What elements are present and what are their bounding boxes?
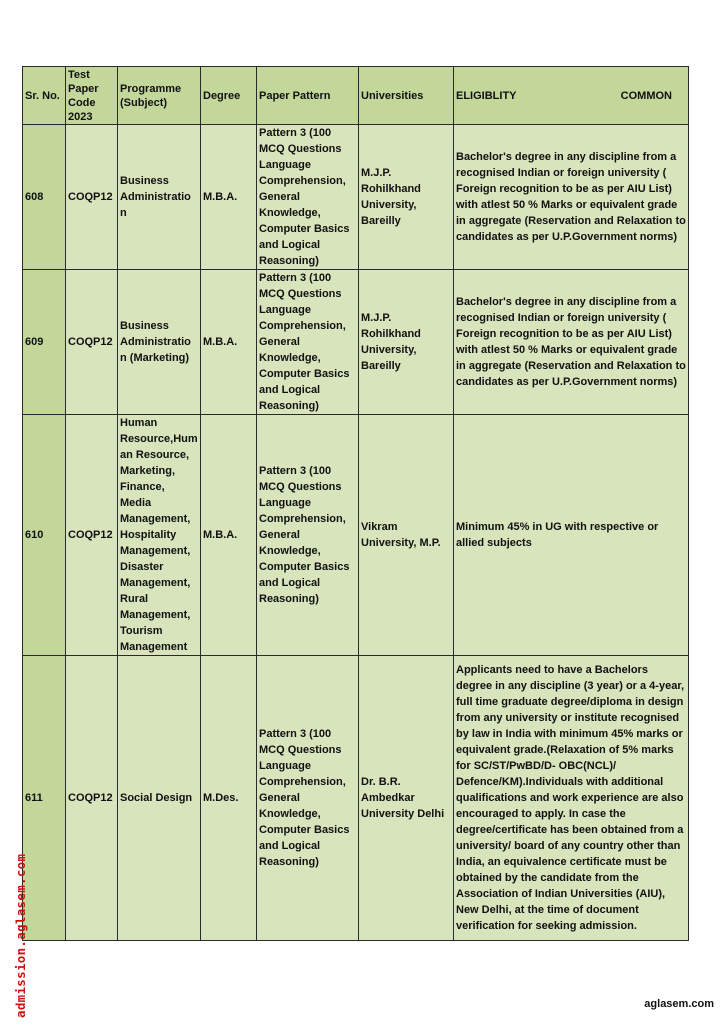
- eligibility-cell: Minimum 45% in UG with respective or allied subjects: [454, 415, 689, 656]
- sr-no-cell: 610: [23, 415, 66, 656]
- programme-cell: Social Design: [118, 656, 201, 941]
- header-programme: Programme (Subject): [118, 67, 201, 125]
- degree-cell: M.B.A.: [201, 415, 257, 656]
- pattern-cell: Pattern 3 (100 MCQ Questions Language Comprehension, General Knowledge, Computer Basics and Logical Reasoning): [257, 270, 359, 415]
- university-cell: Vikram University, M.P.: [359, 415, 454, 656]
- watermark-text: admission.aglasem.com: [13, 853, 28, 1018]
- header-eligibility-label: ELIGIBLITY: [456, 89, 517, 102]
- pattern-cell: Pattern 3 (100 MCQ Questions Language Comprehension, General Knowledge, Computer Basics and Logical Reasoning): [257, 415, 359, 656]
- footer-brand: aglasem.com: [644, 998, 714, 1010]
- header-eligibility-tag: COMMON: [620, 89, 672, 102]
- eligibility-cell: Bachelor's degree in any discipline from a recognised Indian or foreign university ( Foreign recognition to be as per AIU List) with atlest 50 % Marks or equivalent grade in aggregate (Reservation and Relaxation to candidates as per U.P.Government norms): [454, 270, 689, 415]
- degree-cell: M.Des.: [201, 656, 257, 941]
- table-row: [23, 415, 689, 656]
- university-cell: M.J.P. Rohilkhand University, Bareilly: [359, 125, 454, 270]
- sr-no-cell: 611: [23, 656, 66, 941]
- sr-no-cell: 608: [23, 125, 66, 270]
- pattern-cell: Pattern 3 (100 MCQ Questions Language Comprehension, General Knowledge, Computer Basics and Logical Reasoning): [257, 125, 359, 270]
- code-cell: COQP12: [66, 415, 118, 656]
- programme-cell: Human Resource,Hum an Resource, Marketing, Finance, Media Management, Hospitality Management, Disaster Management, Rural Management, Tourism Management: [118, 415, 201, 656]
- header-sr-no: Sr. No.: [23, 67, 66, 125]
- university-cell: M.J.P. Rohilkhand University, Bareilly: [359, 270, 454, 415]
- header-universities: Universities: [359, 67, 454, 125]
- degree-cell: M.B.A.: [201, 270, 257, 415]
- code-cell: COQP12: [66, 125, 118, 270]
- programme-table: [22, 66, 689, 941]
- header-row: [23, 67, 689, 125]
- eligibility-cell: Applicants need to have a Bachelors degree in any discipline (3 year) or a 4-year, full time graduate degree/diploma in design from any university or institute recognised by law in India with minimum 45% marks or equivalent grade.(Relaxation of 5% marks for SC/ST/PwBD/D- OBC(NCL)/ Defence/KM).Individuals with additional qualifications and work experience are also encouraged to apply. In case the degree/certificate has been obtained from a university/ board of any country other than India, an equivalence certificate must be obtained by the candidate from the Association of Indian Universities (AIU), New Delhi, at the time of document verification for seeking admission.: [454, 656, 689, 941]
- degree-cell: M.B.A.: [201, 125, 257, 270]
- programme-cell: Business Administratio n (Marketing): [118, 270, 201, 415]
- table-row: [23, 125, 689, 270]
- header-test-paper-code: Test Paper Code 2023: [66, 67, 118, 125]
- university-cell: Dr. B.R. Ambedkar University Delhi: [359, 656, 454, 941]
- code-cell: COQP12: [66, 270, 118, 415]
- code-cell: COQP12: [66, 656, 118, 941]
- eligibility-cell: Bachelor's degree in any discipline from a recognised Indian or foreign university ( Foreign recognition to be as per AIU List) with atlest 50 % Marks or equivalent grade in aggregate (Reservation and Relaxation to candidates as per U.P.Government norms): [454, 125, 689, 270]
- table-row: [23, 270, 689, 415]
- table-row: [23, 656, 689, 941]
- header-degree: Degree: [201, 67, 257, 125]
- pattern-cell: Pattern 3 (100 MCQ Questions Language Comprehension, General Knowledge, Computer Basics and Logical Reasoning): [257, 656, 359, 941]
- programme-cell: Business Administratio n: [118, 125, 201, 270]
- header-eligibility: [454, 67, 689, 125]
- header-paper-pattern: Paper Pattern: [257, 67, 359, 125]
- sr-no-cell: 609: [23, 270, 66, 415]
